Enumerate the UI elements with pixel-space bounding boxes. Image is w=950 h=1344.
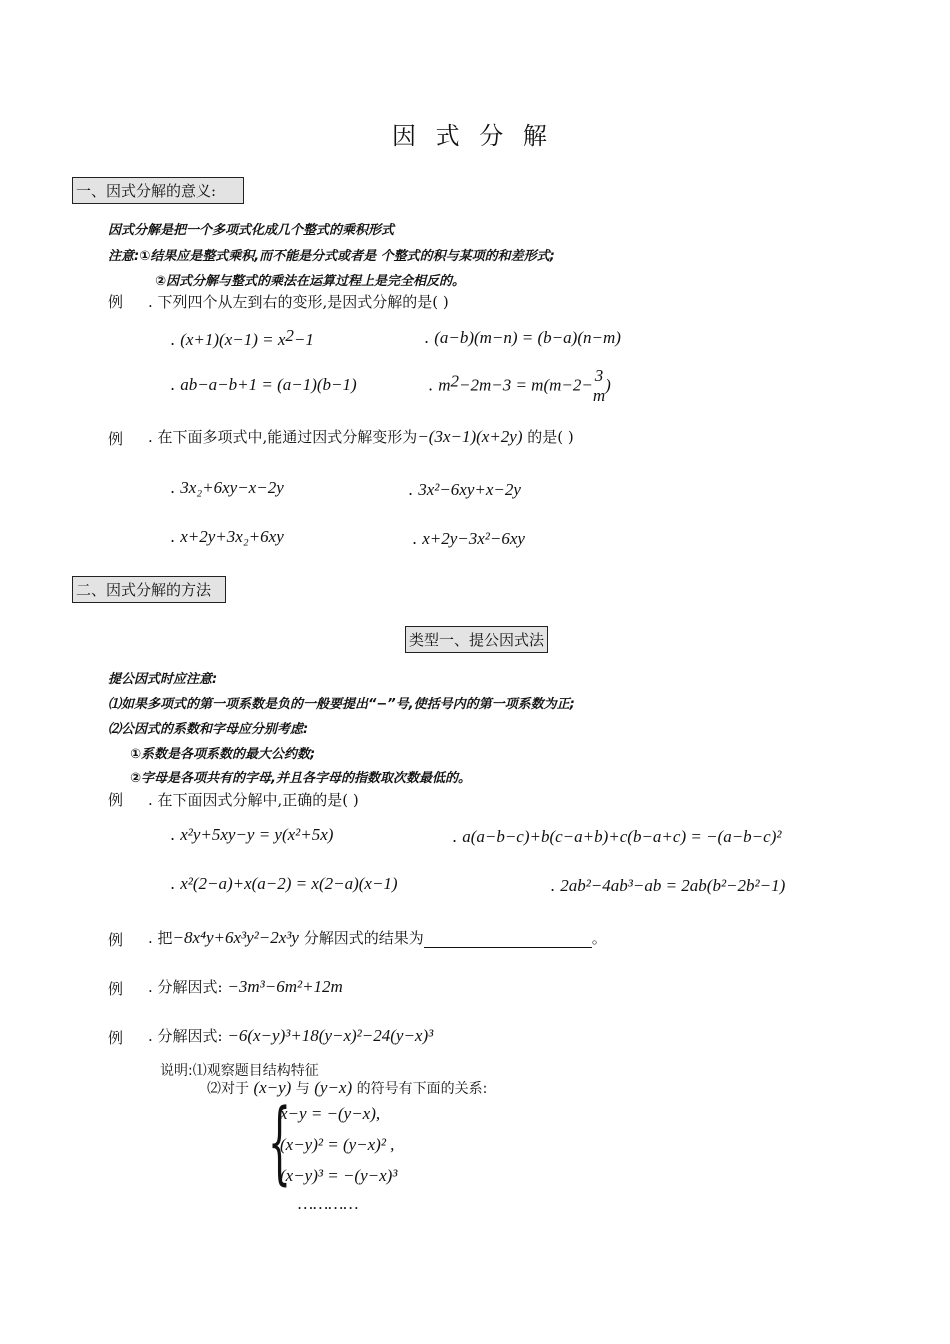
notes-line-2: ⑵公因式的系数和字母应分别考虑:	[108, 722, 309, 737]
fraction-denominator: m	[592, 386, 606, 405]
section-heading-meaning: 一、因式分解的意义:	[72, 177, 244, 204]
example-3-prompt: . 在下面因式分解中,正确的是( )	[148, 791, 359, 809]
example-3-label: 例	[108, 791, 124, 809]
example-5-body: . 分解因式: −3m³−6m²+12m	[148, 977, 343, 996]
example-2-option-b: . 3x²−6xy+x−2y	[408, 480, 521, 499]
example-4-label: 例	[108, 931, 124, 949]
example-1-option-a: . $(x+1)(x-1) = x^2-1$	[170, 326, 314, 349]
answer-blank	[424, 929, 592, 948]
example-3-option-c: . x²(2−a)+x(a−2) = x(2−a)(x−1)	[170, 874, 398, 893]
example-6-label: 例	[108, 1029, 124, 1047]
example-2-label: 例	[108, 430, 124, 448]
example-5-label: 例	[108, 980, 124, 998]
example-1-option-d: . $m^2-2m-3 = m(m-2-$ 3 m )	[428, 366, 611, 405]
note-line-2: ②因式分解与整式的乘法在运算过程上是完全相反的。	[155, 274, 466, 289]
notes-line-0: 提公因式时应注意:	[108, 672, 218, 687]
explanation-line-2: ⑵对于 (x−y) 与 (y−x) 的符号有下面的关系:	[207, 1078, 488, 1097]
example-3-option-b: . a(a−b−c)+b(c−a+b)+c(b−a+c) = −(a−b−c)²	[452, 827, 782, 846]
example-1-option-b: . (a−b)(m−n) = (b−a)(n−m)	[424, 328, 621, 347]
section-heading-methods: 二、因式分解的方法	[72, 576, 226, 603]
fraction-numerator: 3	[594, 366, 604, 385]
example-6-body: . 分解因式: −6(x−y)³+18(y−x)²−24(y−x)³	[148, 1026, 434, 1045]
left-brace: {	[268, 1090, 291, 1195]
example-2-option-d: . x+2y−3x²−6xy	[412, 529, 525, 548]
example-3-option-a: . x²y+5xy−y = y(x²+5x)	[170, 825, 334, 844]
example-4-body: . 把−8x⁴y+6x³y²−2x³y 分解因式的结果为 。	[148, 928, 607, 947]
example-1-prompt: . 下列四个从左到右的变形,是因式分解的是( )	[148, 293, 449, 311]
relation-4: …………	[298, 1194, 359, 1213]
example-3-option-d: . 2ab²−4ab³−ab = 2ab(b²−2b²−1)	[550, 876, 786, 895]
type-1-heading: 类型一、提公因式法	[405, 626, 548, 653]
example-1-label: 例	[108, 293, 124, 311]
notes-line-1: ⑴如果多项式的第一项系数是负的一般要提出“−”号,使括号内的第一项系数为正;	[108, 697, 575, 712]
example-2-option-a: . 3x₂+6xy−x−2y	[170, 478, 284, 497]
relation-2: (x−y)² = (y−x)² ,	[280, 1135, 395, 1154]
example-2-prompt: . 在下面多项式中,能通过因式分解变形为−(3x−1)(x+2y) 的是( )	[148, 427, 574, 446]
notes-line-3: ①系数是各项系数的最大公约数;	[130, 747, 316, 762]
page-title: 因 式 分 解	[392, 122, 553, 150]
example-2-option-c: . x+2y+3x₂+6xy	[170, 527, 284, 546]
explanation-line-1: 说明:⑴观察题目结构特征	[160, 1063, 319, 1079]
example-1-option-c: . ab−a−b+1 = (a−1)(b−1)	[170, 375, 357, 394]
notes-line-4: ②字母是各项共有的字母,并且各字母的指数取次数最低的。	[130, 771, 471, 786]
relation-3: (x−y)³ = −(y−x)³	[280, 1166, 398, 1185]
note-line-1: 注意:①结果应是整式乘积,而不能是分式或者是 个整式的积与某项的和差形式;	[108, 249, 555, 264]
definition-text: 因式分解是把一个多项式化成几个整式的乘积形式	[108, 223, 395, 238]
relation-1: x−y = −(y−x),	[280, 1104, 381, 1123]
